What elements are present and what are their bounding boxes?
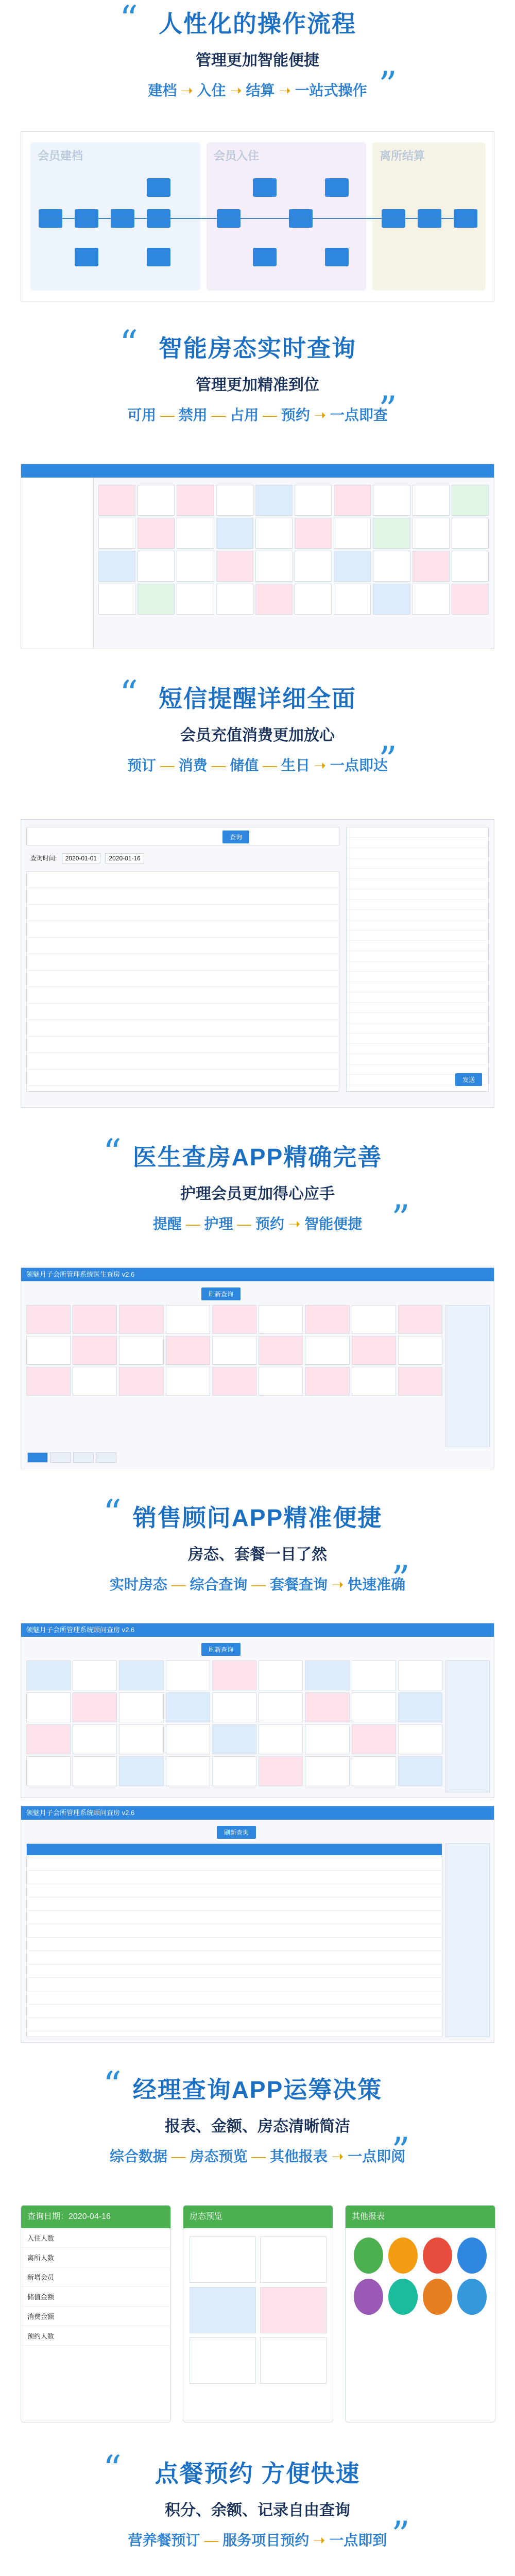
room-cell[interactable]: [26, 1724, 71, 1754]
room-cell[interactable]: [398, 1692, 442, 1722]
room-cell[interactable]: [352, 1336, 396, 1365]
room-cell[interactable]: [413, 584, 450, 615]
refresh-button[interactable]: 刷新查询: [217, 1826, 256, 1839]
room-cell[interactable]: [73, 1367, 117, 1396]
room-cell[interactable]: [259, 1756, 303, 1786]
room-cell[interactable]: [373, 584, 410, 615]
doctor-app-window: 领魅月子会所管理系统医生查房 v2.6 刷新查询: [21, 1267, 494, 1468]
room-cell[interactable]: [259, 1305, 303, 1334]
room-cell[interactable]: [255, 518, 293, 549]
room-cell[interactable]: [190, 2287, 256, 2333]
room-cell[interactable]: [212, 1305, 256, 1334]
room-cell[interactable]: [26, 1756, 71, 1786]
room-cell[interactable]: [119, 1660, 163, 1690]
room-cell[interactable]: [255, 485, 293, 516]
report-icon[interactable]: [388, 2279, 418, 2315]
section-flow: 建档 ➝ 入住 ➝ 结算 ➝ 一站式操作: [148, 82, 367, 98]
quote-close-icon: ”: [391, 2514, 410, 2556]
quote-open-icon: “: [103, 2448, 122, 2490]
room-cell[interactable]: [216, 518, 253, 549]
room-cell[interactable]: [334, 518, 371, 549]
flow-node: [253, 248, 277, 266]
room-cell[interactable]: [259, 1692, 303, 1722]
manager-phone-summary: 查询日期：2020-04-16 入住人数 离所人数 新增会员 储值金额 消费金额 预约人数: [21, 2205, 171, 2422]
room-cell[interactable]: [413, 518, 450, 549]
room-cell[interactable]: [177, 485, 214, 516]
room-tree[interactable]: [21, 478, 94, 649]
list-item[interactable]: 新增会员: [21, 2267, 170, 2287]
room-grid: [98, 485, 489, 643]
bottom-tab[interactable]: [96, 1452, 116, 1463]
report-icon[interactable]: [354, 2238, 383, 2274]
room-cell[interactable]: [98, 518, 135, 549]
flow-node: [147, 248, 170, 266]
section-meal-booking: “ 点餐预约 方便快速 积分、余额、记录自由查询 营养餐预订 — 服务项目预约 ➝ 一点即到 ”: [103, 2448, 410, 2556]
section-manager-app: “ 经理查询APP运筹决策 报表、金额、房态清晰简洁 综合数据 — 房态预览 — 其他报表 ➝ 一点即阅 ”: [103, 2064, 410, 2172]
room-cell[interactable]: [216, 584, 253, 615]
room-cell[interactable]: [373, 551, 410, 582]
room-cell[interactable]: [295, 485, 332, 516]
room-cell[interactable]: [398, 1724, 442, 1754]
quote-open-icon: “: [103, 1131, 122, 1174]
section-sales-app: “ 销售顾问APP精准便捷 房态、套餐一目了然 实时房态 — 综合查询 — 套餐查询 ➝ 快速准确 ”: [103, 1492, 410, 1600]
room-cell[interactable]: [373, 518, 410, 549]
room-cell[interactable]: [98, 551, 135, 582]
room-cell[interactable]: [452, 584, 489, 615]
room-cell[interactable]: [73, 1660, 117, 1690]
list-item[interactable]: 入住人数: [21, 2228, 170, 2248]
room-cell[interactable]: [212, 1660, 256, 1690]
room-cell[interactable]: [305, 1692, 349, 1722]
report-icon[interactable]: [354, 2279, 383, 2315]
search-button[interactable]: 查询: [222, 831, 249, 843]
refresh-button[interactable]: 刷新查询: [201, 1643, 241, 1656]
room-cell[interactable]: [138, 551, 175, 582]
room-cell[interactable]: [305, 1724, 349, 1754]
manager-phone-rooms: 房态预览: [183, 2205, 333, 2422]
room-cell[interactable]: [334, 584, 371, 615]
sales-app-window-2: 领魅月子会所管理系统顾问查房 v2.6 刷新查询: [21, 1806, 494, 2043]
report-icon[interactable]: [388, 2238, 418, 2274]
room-cell[interactable]: [166, 1367, 210, 1396]
room-cell[interactable]: [259, 1724, 303, 1754]
flow-node: [253, 178, 277, 197]
room-cell[interactable]: [373, 485, 410, 516]
room-cell[interactable]: [166, 1660, 210, 1690]
room-cell[interactable]: [305, 1336, 349, 1365]
room-cell[interactable]: [212, 1336, 256, 1365]
room-cell[interactable]: [352, 1660, 396, 1690]
room-cell[interactable]: [260, 2337, 327, 2384]
room-cell[interactable]: [177, 551, 214, 582]
room-cell[interactable]: [352, 1692, 396, 1722]
report-icon[interactable]: [423, 2279, 452, 2315]
section-workflow: [0, 0, 515, 106]
room-cell[interactable]: [255, 551, 293, 582]
quote-close-icon: ”: [379, 388, 397, 431]
room-cell[interactable]: [352, 1305, 396, 1334]
room-cell[interactable]: [73, 1724, 117, 1754]
room-cell[interactable]: [119, 1305, 163, 1334]
room-cell[interactable]: [305, 1305, 349, 1334]
room-cell[interactable]: [26, 1660, 71, 1690]
room-cell[interactable]: [334, 485, 371, 516]
room-cell[interactable]: [212, 1724, 256, 1754]
room-cell[interactable]: [398, 1367, 442, 1396]
report-icon[interactable]: [423, 2238, 452, 2274]
room-cell[interactable]: [26, 1692, 71, 1722]
section-title: 人性化的操作流程: [159, 10, 356, 37]
room-cell[interactable]: [295, 584, 332, 615]
quote-open-icon: “: [103, 2064, 122, 2106]
room-cell[interactable]: [398, 1756, 442, 1786]
room-cell[interactable]: [119, 1692, 163, 1722]
room-cell[interactable]: [119, 1724, 163, 1754]
room-cell[interactable]: [166, 1336, 210, 1365]
room-cell[interactable]: [166, 1305, 210, 1334]
section-subtitle: 管理更加智能便捷: [196, 52, 319, 69]
package-table[interactable]: [26, 1843, 442, 2037]
quote-close-icon: ”: [379, 64, 397, 106]
room-cell[interactable]: [119, 1367, 163, 1396]
room-cell[interactable]: [259, 1336, 303, 1365]
room-cell[interactable]: [98, 485, 135, 516]
room-cell[interactable]: [138, 485, 175, 516]
room-cell[interactable]: [26, 1367, 71, 1396]
room-cell[interactable]: [413, 551, 450, 582]
room-cell[interactable]: [212, 1367, 256, 1396]
date-to-input[interactable]: 2020-01-16: [105, 853, 144, 863]
room-cell[interactable]: [216, 485, 253, 516]
room-cell[interactable]: [259, 1367, 303, 1396]
list-item[interactable]: 预约人数: [21, 2326, 170, 2346]
quote-close-icon: ”: [391, 2130, 410, 2172]
room-cell[interactable]: [177, 518, 214, 549]
sms-settings-panel[interactable]: [346, 827, 489, 1092]
workflow-diagram: 会员建档 会员入住 离所结算: [21, 131, 494, 301]
room-cell[interactable]: [452, 518, 489, 549]
room-cell[interactable]: [352, 1756, 396, 1786]
flow-node: [75, 248, 98, 266]
room-cell[interactable]: [26, 1305, 71, 1334]
flow-node: [325, 248, 349, 266]
quote-open-icon: “: [119, 0, 138, 40]
room-cell[interactable]: [73, 1305, 117, 1334]
room-cell[interactable]: [73, 1756, 117, 1786]
section-sms: “ 短信提醒详细全面 会员充值消费更加放心 预订 — 消费 — 储值 — 生日 ➝ 一点即达 ”: [119, 673, 397, 781]
room-status-window: [21, 464, 494, 649]
room-cell[interactable]: [305, 1756, 349, 1786]
manager-phone-reports: 其他报表: [345, 2205, 495, 2422]
room-cell[interactable]: [166, 1692, 210, 1722]
side-menu[interactable]: [445, 1660, 490, 1792]
room-cell[interactable]: [119, 1756, 163, 1786]
bottom-tab[interactable]: [73, 1452, 94, 1463]
list-item[interactable]: 离所人数: [21, 2248, 170, 2267]
section-doctor-app: “ 医生查房APP精确完善 护理会员更加得心应手 提醒 — 护理 — 预约 ➝ 智能便捷 ”: [103, 1131, 410, 1240]
room-cell[interactable]: [398, 1660, 442, 1690]
report-icon[interactable]: [457, 2238, 487, 2274]
room-cell[interactable]: [260, 2236, 327, 2283]
room-cell[interactable]: [413, 485, 450, 516]
sales-app-window: 领魅月子会所管理系统顾问查房 v2.6 刷新查询: [21, 1623, 494, 1798]
quote-open-icon: “: [119, 323, 138, 365]
room-cell[interactable]: [352, 1724, 396, 1754]
report-icon[interactable]: [457, 2279, 487, 2315]
room-cell[interactable]: [190, 2236, 256, 2283]
room-cell[interactable]: [138, 584, 175, 615]
room-cell[interactable]: [305, 1660, 349, 1690]
room-cell[interactable]: [260, 2287, 327, 2333]
room-cell[interactable]: [216, 551, 253, 582]
room-cell[interactable]: [26, 1336, 71, 1365]
side-menu[interactable]: [445, 1843, 490, 2037]
room-cell[interactable]: [259, 1660, 303, 1690]
room-cell[interactable]: [398, 1336, 442, 1365]
room-cell[interactable]: [295, 551, 332, 582]
side-menu[interactable]: [445, 1305, 490, 1447]
bottom-tab[interactable]: [50, 1452, 71, 1463]
room-cell[interactable]: [295, 518, 332, 549]
list-item[interactable]: 储值金额: [21, 2287, 170, 2307]
room-cell[interactable]: [305, 1367, 349, 1396]
room-cell[interactable]: [190, 2337, 256, 2384]
list-item[interactable]: 消费金额: [21, 2307, 170, 2326]
quote-close-icon: ”: [391, 1197, 410, 1240]
room-cell[interactable]: [352, 1367, 396, 1396]
flow-node: [147, 178, 170, 197]
room-cell[interactable]: [452, 551, 489, 582]
room-cell[interactable]: [73, 1336, 117, 1365]
room-cell[interactable]: [138, 518, 175, 549]
section-room-status: “ 智能房态实时查询 管理更加精准到位 可用 — 禁用 — 占用 — 预约 ➝ 一点即查 ”: [119, 323, 397, 431]
quote-close-icon: ”: [391, 1558, 410, 1600]
flow-node: [325, 178, 349, 197]
room-cell[interactable]: [398, 1305, 442, 1334]
sms-table[interactable]: [26, 871, 339, 1092]
date-from-input[interactable]: 2020-01-01: [62, 853, 100, 863]
room-cell[interactable]: [452, 485, 489, 516]
room-cell[interactable]: [166, 1724, 210, 1754]
quote-open-icon: “: [103, 1492, 122, 1534]
room-cell[interactable]: [212, 1756, 256, 1786]
room-cell[interactable]: [73, 1692, 117, 1722]
room-cell[interactable]: [255, 584, 293, 615]
room-cell[interactable]: [177, 584, 214, 615]
room-cell[interactable]: [212, 1692, 256, 1722]
refresh-button[interactable]: 刷新查询: [201, 1287, 241, 1300]
send-button[interactable]: 发送: [455, 1073, 482, 1086]
room-cell[interactable]: [166, 1756, 210, 1786]
quote-open-icon: “: [119, 673, 138, 715]
room-cell[interactable]: [119, 1336, 163, 1365]
room-cell[interactable]: [98, 584, 135, 615]
room-cell[interactable]: [334, 551, 371, 582]
quote-close-icon: ”: [379, 739, 397, 781]
bottom-tab[interactable]: [27, 1452, 48, 1463]
sms-window: 查询 查询时间: 2020-01-01 2020-01-16 发送: [21, 819, 494, 1108]
